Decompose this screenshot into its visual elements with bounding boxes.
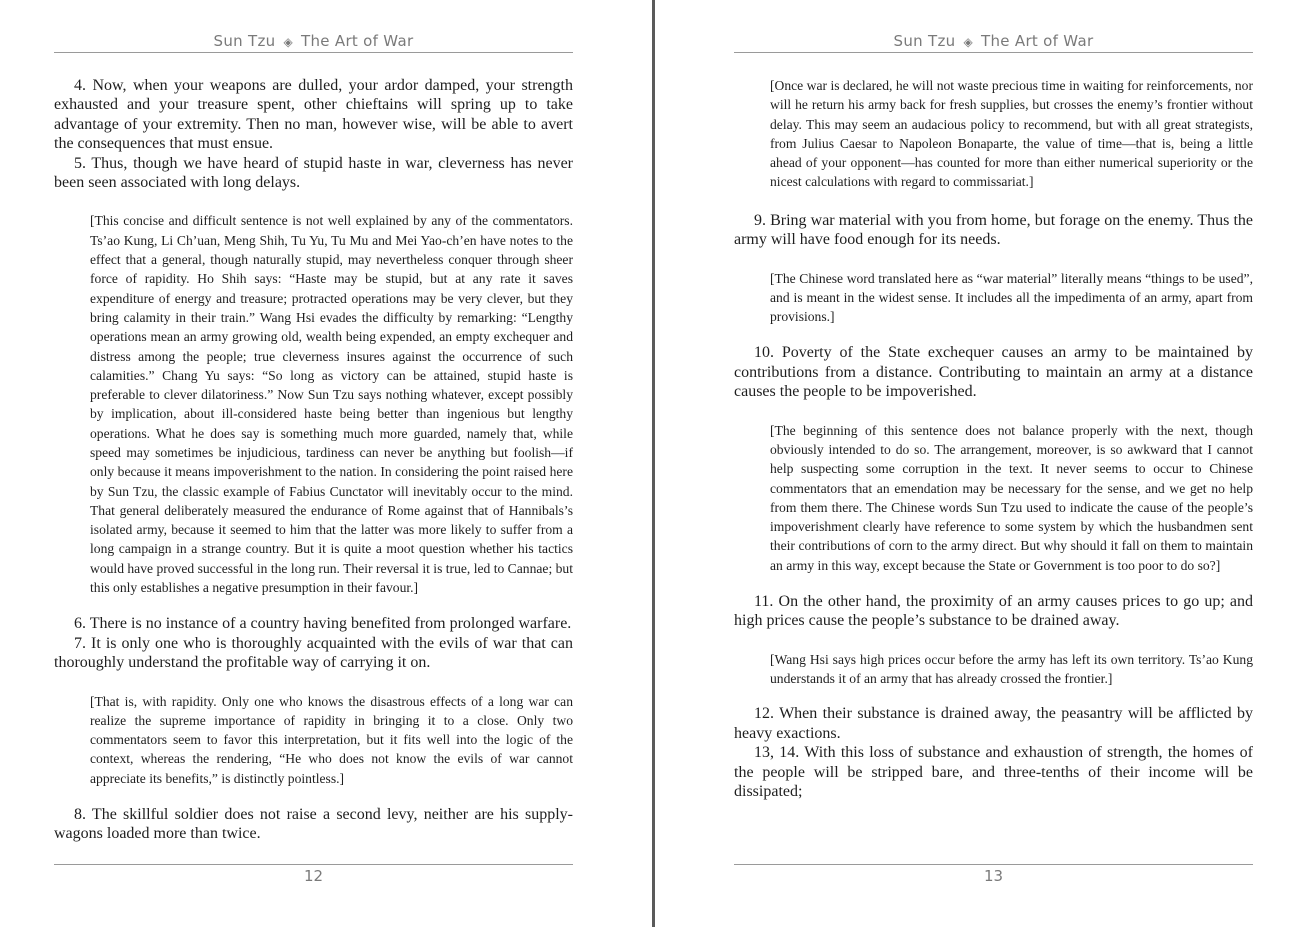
right-page (657, 0, 1311, 927)
commentary-note: [The Chinese word translated here as “war material” literally means “things to be used”, and is meant in the widest sense. It includes all the impedimenta of an army, apart from provisions.] (770, 270, 1253, 325)
footer-rule (734, 864, 1253, 865)
diamond-ornament-icon: ◈ (283, 35, 294, 49)
header-rule (54, 52, 573, 53)
page-number: 13 (983, 867, 1004, 885)
left-page (0, 0, 654, 927)
running-head (54, 32, 573, 52)
running-head (734, 32, 1253, 52)
paragraph-13-14: 13, 14. With this loss of substance and exhaustion of strength, the homes of the people will be stripped bare, and three-tenths of their income will be dissipated; (734, 744, 1253, 801)
paragraph-10: 10. Poverty of the State exchequer causes an army to be maintained by contributions from a distance. Contributing to maintain an army at a distance causes the people to be impoverished. (734, 344, 1253, 401)
paragraph-7: 7. It is only one who is thoroughly acquainted with the evils of war that can thoroughly understand the profitable way of carrying it on. (54, 634, 573, 672)
commentary-note: [Wang Hsi says high prices occur before the army has left its own territory. Ts’ao Kung understands it of an army that has already crossed the frontier.] (770, 651, 1253, 687)
commentary-note: [Once war is declared, he will not waste precious time in waiting for reinforcements, nor will he return his army back for fresh supplies, but crosses the enemy’s frontier without delay. This may seem an audacious policy to recommend, but with all great strategists, from Julius Caesar to Napoleon Bonaparte, the value of time—that is, being a little ahead of your opponent—has counted for more than either numerical superiority or the nicest calculations with regard to commissariat.] (770, 78, 1253, 190)
paragraph-12: 12. When their substance is drained away, the peasantry will be afflicted by heavy exactions. (734, 705, 1253, 742)
running-head-author: Sun Tzu (213, 32, 276, 50)
right-page-body (734, 76, 1253, 802)
commentary-note: [That is, with rapidity. Only one who knows the disastrous effects of a long war can realize the supreme importance of rapidity in bringing it to a close. Only two commentators seem to favor this interpretation, but it fits well into the logic of the context, whereas the rendering, “He who does not know the evils of war cannot appreciate its benefits,” is distinctly pointless.] (90, 693, 573, 786)
book-spine (652, 0, 655, 927)
commentary-note: [The beginning of this sentence does not balance properly with the next, though obviously intended to do so. The arrangement, moreover, is so awkward that I cannot help suspecting some corruption in the text. It never seems to occur to Chinese commentators that an emendation may be necessary for the sense, and we get no help from them there. The Chinese words Sun Tzu used to indicate the cause of the people’s impoverishment clearly have reference to some system by which the husbandmen sent their contributions of corn to the army direct. But why should it fall on them to maintain an army in this way, except because the State or Government is too poor to do so?] (770, 422, 1253, 573)
paragraph-5: 5. Thus, though we have heard of stupid haste in war, cleverness has never been seen associated with long delays. (54, 154, 573, 192)
paragraph-9: 9. Bring war material with you from home, but forage on the enemy. Thus the army will have food enough for its needs. (734, 211, 1253, 249)
commentary-note: [This concise and difficult sentence is not well explained by any of the commentators. Ts’ao Kung, Li Ch’uan, Meng Shih, Tu Yu, Tu Mu and Mei Yao-ch’en have notes to the effect that a general, though naturally stupid, may nevertheless conquer through sheer force of rapidity. Ho Shih says: “Haste may be stupid, but at any rate it saves expenditure of energy and treasure; protracted operations may be very clever, but they bring calamity in their train.” Wang Hsi evades the difficulty by remarking: “Lengthy operations mean an army growing old, wealth being expended, an empty exchequer and distress among the people; true cleverness insures against the occurrence of such calamities.” Chang Yu says: “So long as victory can be attained, stupid haste is preferable to clever dilatoriness.” Now Sun Tzu says nothing whatever, except possibly by implication, about ill-considered haste being better than ingenious but lengthy operations. What he does say is something much more guarded, namely that, while speed may sometimes be injudicious, tardiness can never be anything but foolish—if only because it means impoverishment to the nation. In considering the point raised here by Sun Tzu, the classic example of Fabius Cunctator will inevitably occur to the mind. That general deliberately measured the endurance of Rome against that of Hannibals’s isolated army, because it seemed to him that the latter was more likely to suffer from a long campaign in a strange country. But it is quite a moot question whether his tactics would have proved successful in the long run. Their reversal it is true, led to Cannae; but this only establishes a negative presumption in their favour.] (90, 213, 573, 596)
footer-rule (54, 864, 573, 865)
paragraph-11: 11. On the other hand, the proximity of an army causes prices to go up; and high prices cause the people’s substance to be drained away. (734, 593, 1253, 630)
running-head-author: Sun Tzu (893, 32, 956, 50)
left-page-body (54, 76, 573, 844)
running-head-title: The Art of War (301, 32, 414, 50)
diamond-ornament-icon: ◈ (963, 35, 974, 49)
paragraph-6: 6. There is no instance of a country having benefited from prolonged warfare. (74, 615, 572, 633)
header-rule (734, 52, 1253, 53)
running-head-title: The Art of War (981, 32, 1094, 50)
paragraph-4: 4. Now, when your weapons are dulled, your ardor damped, your strength exhausted and your treasure spent, other chieftains will spring up to take advantage of your extremity. Then no man, however wise, will be able to avert the consequences that must ensue. (54, 77, 573, 153)
paragraph-8: 8. The skillful soldier does not raise a second levy, neither are his supply-wagons loaded more than twice. (54, 806, 573, 843)
page-number: 12 (303, 867, 324, 885)
